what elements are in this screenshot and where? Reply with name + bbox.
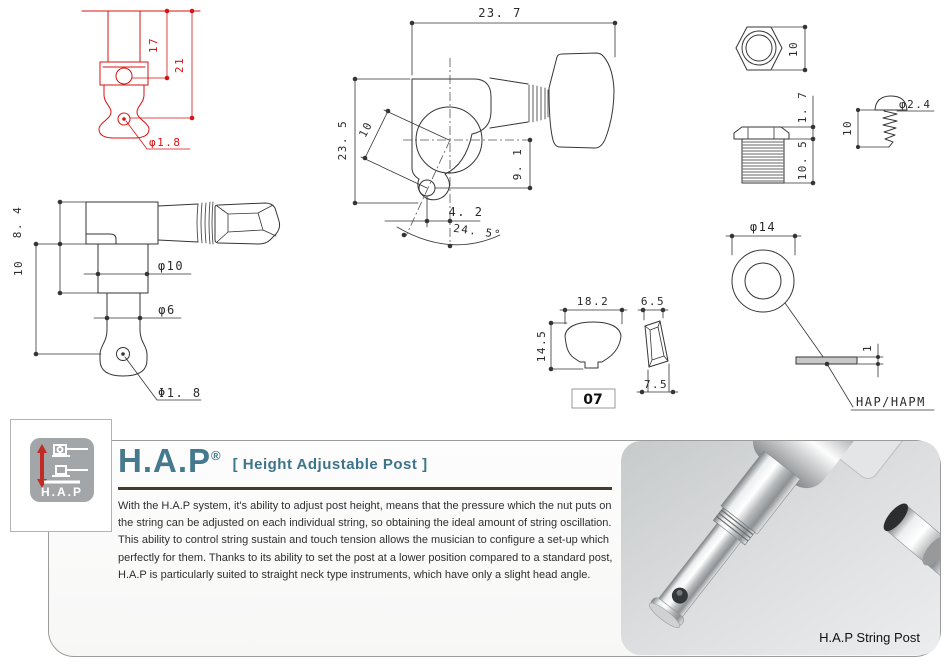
button-drawing <box>535 295 678 408</box>
panel-subtitle: [ Height Adjustable Post ] <box>232 456 428 473</box>
dim-red-hole: φ1.8 <box>149 136 182 149</box>
side-view-drawing <box>11 200 280 400</box>
dim-front-10: 10 <box>356 119 376 140</box>
dim-bushing-17: 1. 7 <box>796 90 809 124</box>
dim-side-d18: Φ1. 8 <box>158 386 202 400</box>
dim-side-d10: φ10 <box>157 259 185 273</box>
dim-front-235: 23. 5 <box>336 119 349 161</box>
dim-red-21: 21 <box>173 56 186 74</box>
button-code: 07 <box>583 392 603 408</box>
panel-title-row <box>118 444 618 477</box>
bushing-drawing <box>734 91 815 186</box>
logo-label: H.A.P <box>40 485 84 499</box>
dim-front-angle: 24. 5° <box>452 221 503 242</box>
dim-bushing-105: 10. 5 <box>796 139 809 181</box>
dim-side-10: 10 <box>12 259 25 277</box>
dim-side-84: 8. 4 <box>11 205 24 239</box>
red-post-drawing <box>82 9 200 149</box>
dim-screw-d24: φ2.4 <box>899 98 932 111</box>
dim-front-42: 4. 2 <box>448 205 484 219</box>
title-divider <box>118 487 612 490</box>
dim-front-237: 23. 7 <box>478 6 522 20</box>
panel-title: H.A.P <box>118 442 212 479</box>
string-post-photo-art <box>621 441 940 655</box>
dim-button-145: 14.5 <box>535 329 548 363</box>
screw-drawing <box>841 96 934 149</box>
hap-string-post-photo <box>621 441 940 655</box>
dim-screw-10: 10 <box>841 119 854 137</box>
dim-side-d6: φ6 <box>158 303 176 317</box>
dim-washer-1: 1 <box>861 343 874 353</box>
registered-mark: ® <box>211 448 221 463</box>
label-hap-hapm: HAP/HAPM <box>856 395 926 409</box>
washer-drawing <box>726 220 934 410</box>
dim-button-75: 7.5 <box>643 378 669 391</box>
hap-logo-box <box>10 419 112 532</box>
hap-logo-icon <box>30 438 94 502</box>
front-view-drawing <box>336 6 617 248</box>
dim-washer-d14: φ14 <box>749 220 777 234</box>
panel-body-text: With the H.A.P system, it's ability to adjust post height, means that the pressure which the nut puts on the string can be adjusted on each individual string, so obtaining the ideal amount of string oscillation. This ability to control string sustain and touch tension allows the musician to configure a set-up which perfectly for them. Thanks to its ability to set the post at a lower position compared to a standard post, H.A.P is particularly suited to straight neck type instruments, which have only a slight head angle. <box>118 500 613 581</box>
dim-nut-10: 10 <box>787 40 800 58</box>
dim-button-182: 18.2 <box>576 295 610 308</box>
hex-nut-drawing <box>736 25 807 73</box>
photo-caption: H.A.P String Post <box>819 630 920 645</box>
dim-button-65: 6.5 <box>640 295 666 308</box>
dim-front-91: 9. 1 <box>511 147 524 181</box>
dim-red-17: 17 <box>147 36 160 54</box>
